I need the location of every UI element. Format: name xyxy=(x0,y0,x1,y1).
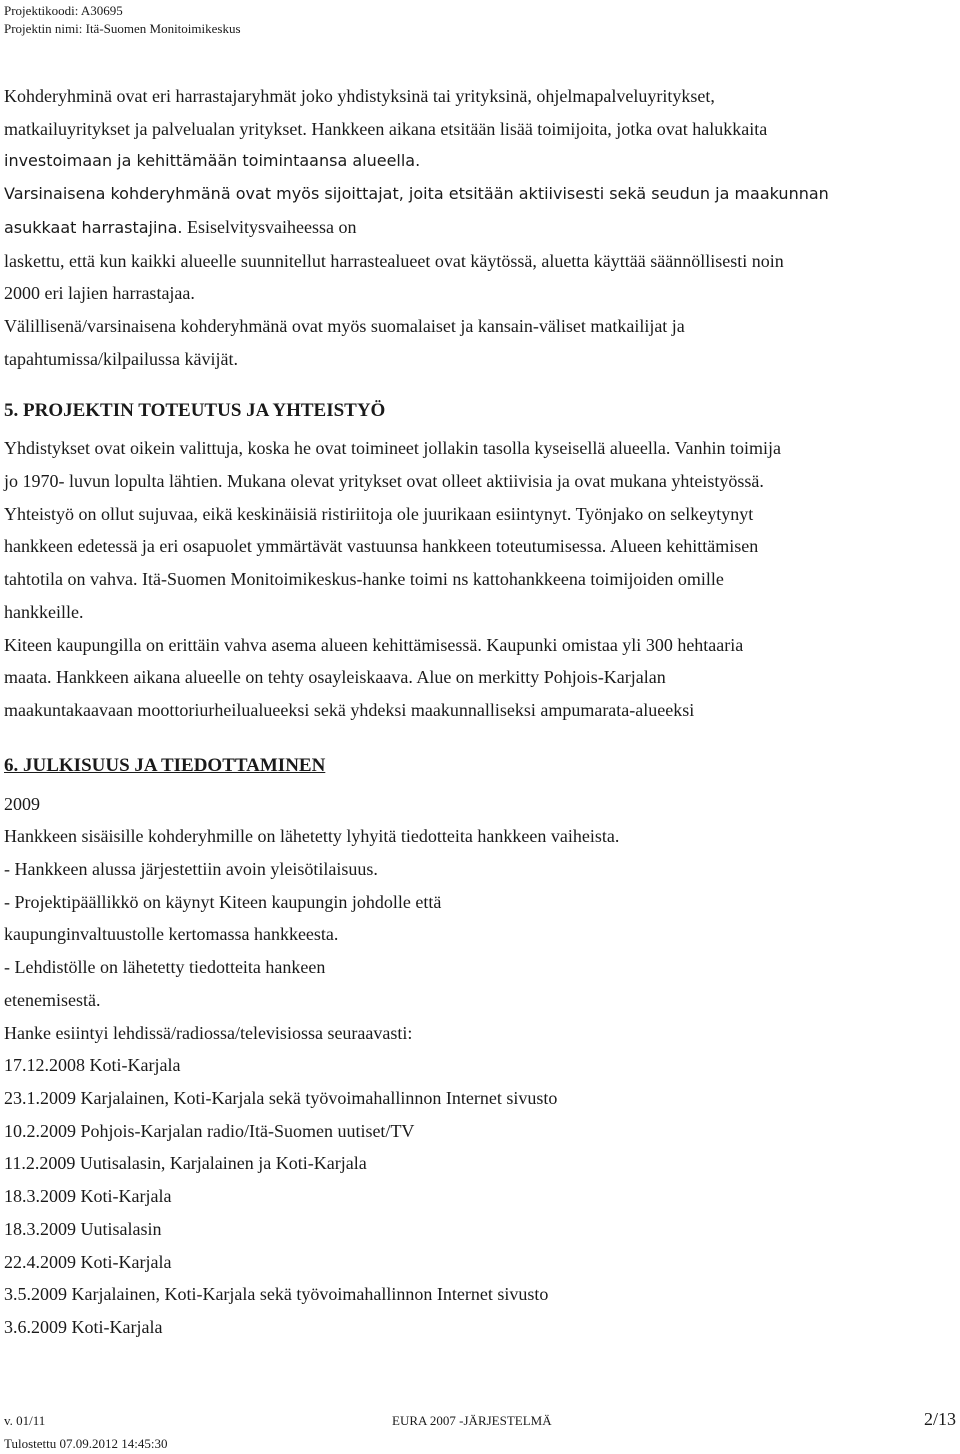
text-line: tapahtumissa/kilpailussa kävijät. xyxy=(4,348,238,369)
text-line: Kiteen kaupungilla on erittäin vahva asema alueen kehittämisessä. Kaupunki omistaa yli 300 hehtaaria xyxy=(4,634,744,655)
section5-text xyxy=(4,432,956,726)
section6-text xyxy=(4,788,956,1344)
section5-heading: 5. PROJEKTIN TOTEUTUS JA YHTEISTYÖ xyxy=(4,400,386,422)
page-footer xyxy=(4,1409,956,1431)
text-line: hankkeen edetessä ja eri osapuolet ymmärtävät vastuunsa hankkeen toteutumisessa. Alueen kehittämisen xyxy=(4,536,759,557)
text-line: 2009 xyxy=(4,793,40,814)
print-timestamp: Tulostettu 07.09.2012 14:45:30 xyxy=(4,1436,168,1451)
section4-text xyxy=(4,80,956,375)
text-line: matkailuyritykset ja palvelualan yritykset. Hankkeen aikana etsitään lisää toimijoita, jotka ovat halukkaita xyxy=(4,118,768,139)
list-item: 3.6.2009 Koti-Karjala xyxy=(4,1316,163,1337)
project-name: Projektin nimi: Itä-Suomen Monitoimikeskus xyxy=(4,21,241,36)
list-item: 22.4.2009 Koti-Karjala xyxy=(4,1251,172,1272)
text-line: - Lehdistölle on lähetetty tiedotteita hankeen xyxy=(4,957,326,978)
text-line: Kohderyhminä ovat eri harrastajaryhmät joko yhdistyksinä tai yrityksinä, ohjelmapalveluyritykset, xyxy=(4,86,715,106)
text-line: Varsinaisena kohderyhmänä ovat myös sijoittajat, joita etsitään aktiivisesti sekä seudun ja maakunnan xyxy=(4,184,829,204)
document-body xyxy=(4,80,956,1344)
text-line: laskettu, että kun kaikki alueelle suunnitellut harrastealueet ovat käytössä, aluetta käyttää säännöllisesti noin xyxy=(4,250,784,271)
text-line: hankkeille. xyxy=(4,601,84,622)
list-item: 10.2.2009 Pohjois-Karjalan radio/Itä-Suomen uutiset/TV xyxy=(4,1120,415,1141)
list-item: 11.2.2009 Uutisalasin, Karjalainen ja Koti-Karjala xyxy=(4,1153,367,1174)
text-line: kaupunginvaltuustolle kertomassa hankkeesta. xyxy=(4,924,339,945)
version-label: v. 01/11 xyxy=(4,1413,46,1428)
text-line: Yhdistykset ovat oikein valittuja, koska he ovat toimineet jollakin tasolla kyseisellä alueella. Vanhin toimija xyxy=(4,438,782,459)
list-item: 18.3.2009 Koti-Karjala xyxy=(4,1186,172,1207)
text-line: Yhteistyö on ollut sujuvaa, eikä keskinäisiä ristiriitoja ole juurikaan esiintynyt. Työnjako on selkeytynyt xyxy=(4,503,754,524)
page-header xyxy=(4,2,241,38)
text-line: jo 1970- luvun lopulta lähtien. Mukana olevat yritykset ovat olleet aktiivisia ja ovat mukana yhteistyössä. xyxy=(4,471,764,492)
text-line: investoimaan ja kehittämään toimintaansa alueella. xyxy=(4,151,421,171)
text-line: Hankkeen sisäisille kohderyhmille on lähetetty lyhyitä tiedotteita hankkeen vaiheista. xyxy=(4,826,620,847)
text-line: etenemisestä. xyxy=(4,989,101,1010)
text-line: Välillisenä/varsinaisena kohderyhmänä ovat myös suomalaiset ja kansain-väliset matkailijat ja xyxy=(4,315,685,336)
list-item: 18.3.2009 Uutisalasin xyxy=(4,1218,162,1239)
section6-heading: 6. JULKISUUS JA TIEDOTTAMINEN xyxy=(4,754,326,776)
list-item: 3.5.2009 Karjalainen, Koti-Karjala sekä työvoimahallinnon Internet sivusto xyxy=(4,1284,549,1305)
page-number: 2/13 xyxy=(923,1409,956,1429)
text-line: maakuntakaavaan moottoriurheilualueeksi sekä yhdeksi maakunnalliseksi ampumarata-alueeksi xyxy=(4,699,695,720)
text-line: - Hankkeen alussa järjestettiin avoin yleisötilaisuus. xyxy=(4,859,378,880)
list-item: 17.12.2008 Koti-Karjala xyxy=(4,1055,181,1076)
project-code: Projektikoodi: A30695 xyxy=(4,3,123,18)
text-line: 2000 eri lajien harrastajaa. xyxy=(4,283,195,304)
system-label: EURA 2007 -JÄRJESTELMÄ xyxy=(392,1413,552,1428)
list-item: 23.1.2009 Karjalainen, Koti-Karjala sekä työvoimahallinnon Internet sivusto xyxy=(4,1087,558,1108)
text-line: tahtotila on vahva. Itä-Suomen Monitoimikeskus-hanke toimi ns kattohankkeena toimijoiden omille xyxy=(4,569,724,590)
text-line: Hanke esiintyi lehdissä/radiossa/televisiossa seuraavasti: xyxy=(4,1022,413,1043)
text-line: asukkaat harrastajina. Esiselvitysvaiheessa on xyxy=(4,216,357,237)
text-line: maata. Hankkeen aikana alueelle on tehty osayleiskaava. Alue on merkitty Pohjois-Karjalan xyxy=(4,667,666,688)
text-line: - Projektipäällikkö on käynyt Kiteen kaupungin johdolle että xyxy=(4,891,442,912)
